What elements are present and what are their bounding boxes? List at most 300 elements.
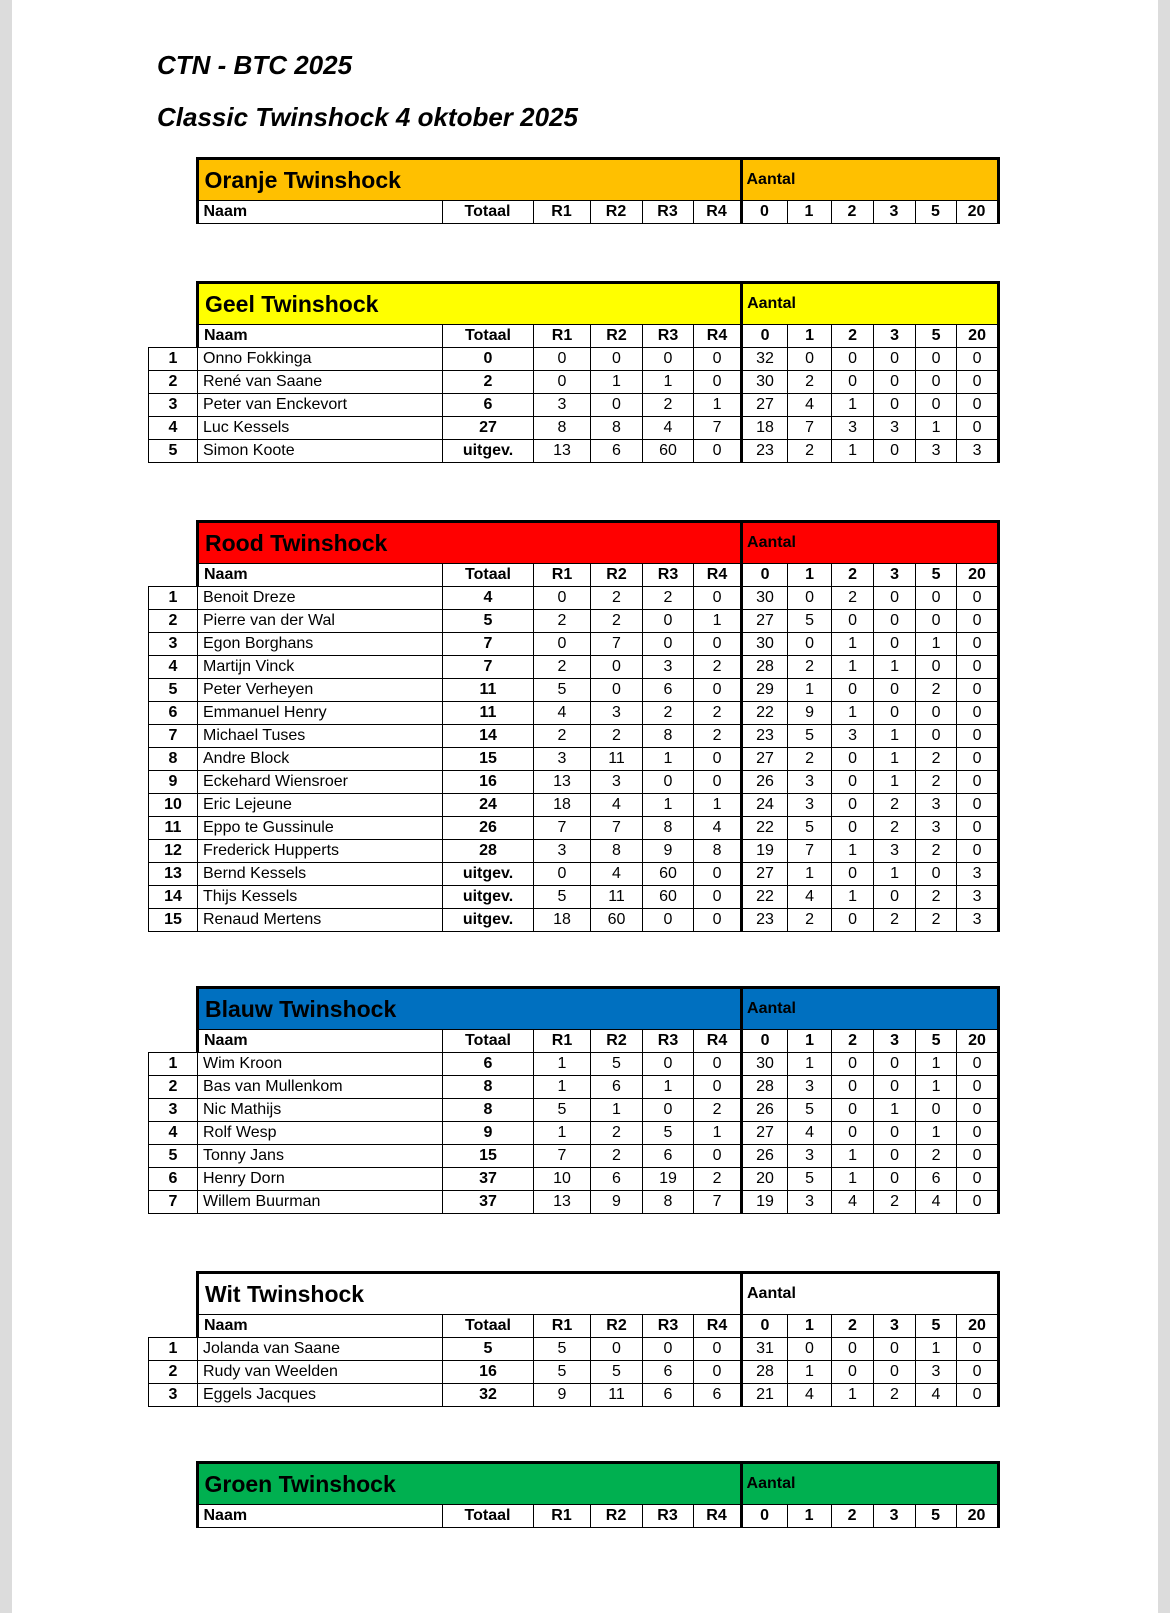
round-score-cell: 6 bbox=[643, 1384, 694, 1407]
column-header-3: 3 bbox=[874, 325, 916, 348]
column-header-naam: Naam bbox=[198, 1315, 443, 1338]
section-header-row bbox=[149, 283, 999, 325]
column-header-2: 2 bbox=[832, 1315, 874, 1338]
round-score-cell: 0 bbox=[694, 748, 742, 771]
round-score-cell: 0 bbox=[694, 587, 742, 610]
rank-header-spacer bbox=[148, 201, 197, 224]
round-score-cell: 0 bbox=[591, 348, 643, 371]
aantal-count-cell: 2 bbox=[788, 909, 832, 932]
round-score-cell: 0 bbox=[534, 587, 591, 610]
rider-name-cell: Willem Buurman bbox=[198, 1191, 443, 1214]
column-header-row bbox=[149, 564, 999, 587]
rider-name-cell: René van Saane bbox=[198, 371, 443, 394]
aantal-count-cell: 2 bbox=[874, 1384, 916, 1407]
total-cell: 7 bbox=[443, 633, 534, 656]
table-row bbox=[149, 1099, 999, 1122]
total-cell: 15 bbox=[443, 748, 534, 771]
column-header-r4: R4 bbox=[694, 1030, 742, 1053]
round-score-cell: 60 bbox=[591, 909, 643, 932]
total-cell: 6 bbox=[443, 1053, 534, 1076]
aantal-count-cell: 19 bbox=[742, 840, 788, 863]
round-score-cell: 7 bbox=[591, 817, 643, 840]
aantal-count-cell: 24 bbox=[742, 794, 788, 817]
rank-cell: 4 bbox=[149, 656, 198, 679]
round-score-cell: 2 bbox=[643, 394, 694, 417]
round-score-cell: 0 bbox=[643, 633, 694, 656]
rank-cell: 13 bbox=[149, 863, 198, 886]
round-score-cell: 5 bbox=[534, 1099, 591, 1122]
aantal-count-cell: 18 bbox=[742, 417, 788, 440]
round-score-cell: 0 bbox=[591, 1338, 643, 1361]
table-row bbox=[149, 633, 999, 656]
rider-name-cell: Egon Borghans bbox=[198, 633, 443, 656]
total-cell: 24 bbox=[443, 794, 534, 817]
round-score-cell: 6 bbox=[591, 1076, 643, 1099]
round-score-cell: 0 bbox=[694, 1361, 742, 1384]
column-header-20: 20 bbox=[957, 1315, 999, 1338]
aantal-count-cell: 1 bbox=[832, 394, 874, 417]
rider-name-cell: Eggels Jacques bbox=[198, 1384, 443, 1407]
aantal-count-cell: 0 bbox=[957, 1191, 999, 1214]
aantal-count-cell: 3 bbox=[916, 794, 957, 817]
aantal-count-cell: 3 bbox=[916, 817, 957, 840]
column-header-r1: R1 bbox=[534, 564, 591, 587]
column-header-row bbox=[148, 201, 998, 224]
round-score-cell: 4 bbox=[643, 417, 694, 440]
total-cell: 7 bbox=[443, 656, 534, 679]
aantal-count-cell: 2 bbox=[874, 909, 916, 932]
aantal-count-cell: 23 bbox=[742, 440, 788, 463]
round-score-cell: 0 bbox=[694, 1145, 742, 1168]
rider-name-cell: Andre Block bbox=[198, 748, 443, 771]
round-score-cell: 1 bbox=[694, 1122, 742, 1145]
section-name: Wit Twinshock bbox=[198, 1273, 742, 1315]
table-row bbox=[149, 371, 999, 394]
round-score-cell: 2 bbox=[534, 656, 591, 679]
round-score-cell: 60 bbox=[643, 440, 694, 463]
aantal-count-cell: 0 bbox=[874, 702, 916, 725]
header-spacer bbox=[149, 988, 198, 1030]
section-header-row bbox=[148, 159, 998, 201]
rank-cell: 1 bbox=[149, 587, 198, 610]
round-score-cell: 0 bbox=[643, 771, 694, 794]
aantal-count-cell: 3 bbox=[788, 771, 832, 794]
rank-cell: 9 bbox=[149, 771, 198, 794]
table-row bbox=[149, 1076, 999, 1099]
round-score-cell: 4 bbox=[534, 702, 591, 725]
aantal-count-cell: 0 bbox=[832, 1338, 874, 1361]
header-spacer bbox=[149, 283, 198, 325]
round-score-cell: 60 bbox=[643, 886, 694, 909]
section-name: Blauw Twinshock bbox=[198, 988, 742, 1030]
column-header-0: 0 bbox=[741, 201, 787, 224]
aantal-count-cell: 3 bbox=[788, 794, 832, 817]
aantal-count-cell: 0 bbox=[832, 348, 874, 371]
rank-cell: 1 bbox=[149, 348, 198, 371]
rider-name-cell: Renaud Mertens bbox=[198, 909, 443, 932]
table-row bbox=[149, 656, 999, 679]
rank-cell: 6 bbox=[149, 1168, 198, 1191]
round-score-cell: 11 bbox=[591, 886, 643, 909]
aantal-count-cell: 0 bbox=[832, 1122, 874, 1145]
aantal-count-cell: 0 bbox=[874, 587, 916, 610]
round-score-cell: 5 bbox=[591, 1053, 643, 1076]
round-score-cell: 0 bbox=[694, 771, 742, 794]
aantal-count-cell: 3 bbox=[957, 886, 999, 909]
section-groen-twinshock bbox=[148, 1461, 1000, 1528]
aantal-count-cell: 32 bbox=[742, 348, 788, 371]
round-score-cell: 3 bbox=[534, 840, 591, 863]
aantal-count-cell: 1 bbox=[916, 1076, 957, 1099]
aantal-count-cell: 23 bbox=[742, 909, 788, 932]
aantal-label: Aantal bbox=[742, 1273, 999, 1315]
aantal-count-cell: 1 bbox=[788, 863, 832, 886]
table-row bbox=[149, 886, 999, 909]
aantal-count-cell: 0 bbox=[957, 771, 999, 794]
aantal-count-cell: 2 bbox=[916, 909, 957, 932]
round-score-cell: 0 bbox=[643, 1338, 694, 1361]
total-cell: 26 bbox=[443, 817, 534, 840]
aantal-count-cell: 0 bbox=[957, 1053, 999, 1076]
aantal-count-cell: 1 bbox=[832, 1145, 874, 1168]
column-header-row bbox=[148, 1505, 998, 1528]
table-row bbox=[149, 725, 999, 748]
column-header-r4: R4 bbox=[694, 325, 742, 348]
aantal-count-cell: 0 bbox=[957, 587, 999, 610]
aantal-label: Aantal bbox=[741, 1463, 998, 1505]
round-score-cell: 0 bbox=[591, 394, 643, 417]
round-score-cell: 0 bbox=[694, 348, 742, 371]
table-row bbox=[149, 840, 999, 863]
section-name: Rood Twinshock bbox=[198, 522, 742, 564]
column-header-naam: Naam bbox=[198, 564, 443, 587]
column-header-20: 20 bbox=[956, 201, 998, 224]
round-score-cell: 5 bbox=[534, 679, 591, 702]
aantal-count-cell: 0 bbox=[874, 1122, 916, 1145]
aantal-count-cell: 2 bbox=[916, 771, 957, 794]
table-row bbox=[149, 348, 999, 371]
aantal-count-cell: 0 bbox=[957, 794, 999, 817]
header-spacer bbox=[149, 1273, 198, 1315]
aantal-count-cell: 0 bbox=[832, 1361, 874, 1384]
results-table bbox=[148, 281, 1000, 463]
column-header-totaal: Totaal bbox=[442, 1505, 533, 1528]
round-score-cell: 13 bbox=[534, 771, 591, 794]
aantal-count-cell: 1 bbox=[916, 633, 957, 656]
aantal-count-cell: 1 bbox=[832, 440, 874, 463]
round-score-cell: 7 bbox=[694, 417, 742, 440]
table-row bbox=[149, 748, 999, 771]
rank-cell: 10 bbox=[149, 794, 198, 817]
aantal-count-cell: 0 bbox=[957, 725, 999, 748]
column-header-naam: Naam bbox=[198, 1030, 443, 1053]
section-name: Oranje Twinshock bbox=[197, 159, 741, 201]
aantal-count-cell: 28 bbox=[742, 1361, 788, 1384]
rank-cell: 1 bbox=[149, 1053, 198, 1076]
aantal-count-cell: 3 bbox=[957, 863, 999, 886]
aantal-count-cell: 27 bbox=[742, 748, 788, 771]
aantal-count-cell: 0 bbox=[788, 1338, 832, 1361]
table-row bbox=[149, 587, 999, 610]
aantal-count-cell: 1 bbox=[832, 840, 874, 863]
table-row bbox=[149, 417, 999, 440]
aantal-count-cell: 1 bbox=[874, 725, 916, 748]
total-cell: uitgev. bbox=[443, 863, 534, 886]
aantal-count-cell: 0 bbox=[874, 348, 916, 371]
aantal-count-cell: 1 bbox=[832, 702, 874, 725]
aantal-count-cell: 0 bbox=[916, 587, 957, 610]
aantal-count-cell: 0 bbox=[874, 679, 916, 702]
column-header-5: 5 bbox=[915, 1505, 956, 1528]
rider-name-cell: Peter Verheyen bbox=[198, 679, 443, 702]
aantal-count-cell: 3 bbox=[832, 725, 874, 748]
round-score-cell: 0 bbox=[534, 863, 591, 886]
table-row bbox=[149, 1145, 999, 1168]
aantal-count-cell: 3 bbox=[788, 1076, 832, 1099]
column-header-3: 3 bbox=[873, 1505, 915, 1528]
round-score-cell: 2 bbox=[534, 610, 591, 633]
column-header-row bbox=[149, 1315, 999, 1338]
rider-name-cell: Bas van Mullenkom bbox=[198, 1076, 443, 1099]
column-header-1: 1 bbox=[787, 1505, 831, 1528]
table-row bbox=[149, 702, 999, 725]
column-header-3: 3 bbox=[874, 564, 916, 587]
aantal-count-cell: 23 bbox=[742, 725, 788, 748]
column-header-0: 0 bbox=[742, 1030, 788, 1053]
column-header-0: 0 bbox=[741, 1505, 787, 1528]
column-header-naam: Naam bbox=[198, 325, 443, 348]
column-header-r3: R3 bbox=[642, 201, 693, 224]
column-header-5: 5 bbox=[916, 325, 957, 348]
aantal-count-cell: 1 bbox=[832, 886, 874, 909]
round-score-cell: 60 bbox=[643, 863, 694, 886]
aantal-count-cell: 0 bbox=[832, 748, 874, 771]
aantal-count-cell: 2 bbox=[874, 817, 916, 840]
aantal-count-cell: 1 bbox=[788, 679, 832, 702]
aantal-count-cell: 1 bbox=[788, 1361, 832, 1384]
aantal-count-cell: 0 bbox=[957, 840, 999, 863]
round-score-cell: 3 bbox=[591, 702, 643, 725]
aantal-count-cell: 5 bbox=[788, 610, 832, 633]
aantal-count-cell: 4 bbox=[788, 886, 832, 909]
table-row bbox=[149, 909, 999, 932]
rank-cell: 2 bbox=[149, 1361, 198, 1384]
column-header-r4: R4 bbox=[694, 1315, 742, 1338]
section-name: Geel Twinshock bbox=[198, 283, 742, 325]
aantal-count-cell: 0 bbox=[916, 394, 957, 417]
aantal-count-cell: 7 bbox=[788, 417, 832, 440]
rider-name-cell: Luc Kessels bbox=[198, 417, 443, 440]
rank-cell: 3 bbox=[149, 1099, 198, 1122]
aantal-count-cell: 0 bbox=[832, 1076, 874, 1099]
round-score-cell: 6 bbox=[591, 440, 643, 463]
aantal-count-cell: 1 bbox=[832, 656, 874, 679]
aantal-count-cell: 22 bbox=[742, 817, 788, 840]
round-score-cell: 0 bbox=[534, 633, 591, 656]
aantal-count-cell: 5 bbox=[788, 817, 832, 840]
column-header-5: 5 bbox=[915, 201, 956, 224]
round-score-cell: 0 bbox=[694, 1076, 742, 1099]
column-header-r1: R1 bbox=[534, 325, 591, 348]
total-cell: 15 bbox=[443, 1145, 534, 1168]
results-table bbox=[148, 157, 1000, 224]
table-row bbox=[149, 1361, 999, 1384]
aantal-count-cell: 0 bbox=[957, 817, 999, 840]
aantal-count-cell: 0 bbox=[832, 1053, 874, 1076]
table-row bbox=[149, 1053, 999, 1076]
rider-name-cell: Rolf Wesp bbox=[198, 1122, 443, 1145]
column-header-r2: R2 bbox=[591, 564, 643, 587]
aantal-count-cell: 30 bbox=[742, 633, 788, 656]
round-score-cell: 6 bbox=[643, 1145, 694, 1168]
aantal-count-cell: 1 bbox=[832, 633, 874, 656]
round-score-cell: 2 bbox=[591, 725, 643, 748]
round-score-cell: 8 bbox=[643, 725, 694, 748]
round-score-cell: 0 bbox=[694, 440, 742, 463]
aantal-count-cell: 4 bbox=[832, 1191, 874, 1214]
column-header-0: 0 bbox=[742, 564, 788, 587]
aantal-count-cell: 2 bbox=[916, 840, 957, 863]
column-header-r2: R2 bbox=[590, 1505, 642, 1528]
aantal-count-cell: 1 bbox=[916, 1053, 957, 1076]
column-header-2: 2 bbox=[831, 201, 873, 224]
section-rood-twinshock bbox=[148, 520, 1000, 932]
section-wit-twinshock bbox=[148, 1271, 1000, 1407]
column-header-3: 3 bbox=[874, 1030, 916, 1053]
aantal-count-cell: 2 bbox=[916, 1145, 957, 1168]
rank-cell: 12 bbox=[149, 840, 198, 863]
aantal-count-cell: 27 bbox=[742, 1122, 788, 1145]
rank-cell: 3 bbox=[149, 394, 198, 417]
rider-name-cell: Michael Tuses bbox=[198, 725, 443, 748]
round-score-cell: 5 bbox=[591, 1361, 643, 1384]
aantal-count-cell: 0 bbox=[832, 371, 874, 394]
round-score-cell: 3 bbox=[591, 771, 643, 794]
column-header-r3: R3 bbox=[643, 564, 694, 587]
aantal-count-cell: 0 bbox=[788, 587, 832, 610]
aantal-count-cell: 4 bbox=[916, 1191, 957, 1214]
aantal-count-cell: 7 bbox=[788, 840, 832, 863]
aantal-count-cell: 0 bbox=[874, 440, 916, 463]
column-header-1: 1 bbox=[788, 1030, 832, 1053]
round-score-cell: 8 bbox=[694, 840, 742, 863]
column-header-20: 20 bbox=[957, 564, 999, 587]
aantal-count-cell: 0 bbox=[916, 702, 957, 725]
column-header-r1: R1 bbox=[533, 1505, 590, 1528]
aantal-count-cell: 0 bbox=[957, 1076, 999, 1099]
round-score-cell: 6 bbox=[694, 1384, 742, 1407]
rank-cell: 8 bbox=[149, 748, 198, 771]
total-cell: 5 bbox=[443, 610, 534, 633]
rank-cell: 3 bbox=[149, 633, 198, 656]
total-cell: 11 bbox=[443, 702, 534, 725]
column-header-r1: R1 bbox=[534, 1315, 591, 1338]
round-score-cell: 0 bbox=[694, 1053, 742, 1076]
aantal-count-cell: 0 bbox=[916, 725, 957, 748]
aantal-count-cell: 0 bbox=[832, 1099, 874, 1122]
round-score-cell: 2 bbox=[694, 725, 742, 748]
total-cell: 32 bbox=[443, 1384, 534, 1407]
rank-cell: 5 bbox=[149, 1145, 198, 1168]
round-score-cell: 0 bbox=[643, 1099, 694, 1122]
aantal-count-cell: 0 bbox=[832, 817, 874, 840]
aantal-label: Aantal bbox=[742, 988, 999, 1030]
rider-name-cell: Wim Kroon bbox=[198, 1053, 443, 1076]
column-header-r4: R4 bbox=[694, 564, 742, 587]
round-score-cell: 10 bbox=[534, 1168, 591, 1191]
round-score-cell: 2 bbox=[694, 1099, 742, 1122]
header-spacer bbox=[148, 1463, 197, 1505]
aantal-count-cell: 0 bbox=[916, 656, 957, 679]
document-title: CTN - BTC 2025 bbox=[157, 50, 353, 80]
section-header-row bbox=[148, 1463, 998, 1505]
round-score-cell: 1 bbox=[534, 1122, 591, 1145]
rank-cell: 7 bbox=[149, 725, 198, 748]
round-score-cell: 5 bbox=[534, 886, 591, 909]
aantal-count-cell: 0 bbox=[957, 1122, 999, 1145]
rank-cell: 7 bbox=[149, 1191, 198, 1214]
round-score-cell: 4 bbox=[694, 817, 742, 840]
round-score-cell: 6 bbox=[591, 1168, 643, 1191]
rank-cell: 4 bbox=[149, 417, 198, 440]
total-cell: 9 bbox=[443, 1122, 534, 1145]
aantal-count-cell: 0 bbox=[832, 794, 874, 817]
table-row bbox=[149, 679, 999, 702]
round-score-cell: 9 bbox=[534, 1384, 591, 1407]
aantal-count-cell: 21 bbox=[742, 1384, 788, 1407]
aantal-count-cell: 1 bbox=[832, 1384, 874, 1407]
section-header-row bbox=[149, 522, 999, 564]
round-score-cell: 8 bbox=[534, 417, 591, 440]
rank-cell: 14 bbox=[149, 886, 198, 909]
aantal-count-cell: 0 bbox=[832, 771, 874, 794]
aantal-count-cell: 3 bbox=[957, 909, 999, 932]
aantal-count-cell: 2 bbox=[788, 371, 832, 394]
round-score-cell: 2 bbox=[591, 1122, 643, 1145]
aantal-count-cell: 6 bbox=[916, 1168, 957, 1191]
round-score-cell: 5 bbox=[643, 1122, 694, 1145]
table-row bbox=[149, 863, 999, 886]
rider-name-cell: Onno Fokkinga bbox=[198, 348, 443, 371]
aantal-count-cell: 0 bbox=[832, 610, 874, 633]
rank-cell: 11 bbox=[149, 817, 198, 840]
aantal-count-cell: 1 bbox=[832, 1168, 874, 1191]
column-header-r2: R2 bbox=[591, 325, 643, 348]
round-score-cell: 4 bbox=[591, 863, 643, 886]
round-score-cell: 11 bbox=[591, 748, 643, 771]
round-score-cell: 0 bbox=[643, 909, 694, 932]
aantal-count-cell: 0 bbox=[916, 371, 957, 394]
round-score-cell: 0 bbox=[694, 679, 742, 702]
round-score-cell: 19 bbox=[643, 1168, 694, 1191]
column-header-1: 1 bbox=[788, 1315, 832, 1338]
aantal-count-cell: 4 bbox=[916, 1384, 957, 1407]
aantal-count-cell: 0 bbox=[957, 1145, 999, 1168]
table-row bbox=[149, 1338, 999, 1361]
total-cell: 0 bbox=[443, 348, 534, 371]
rank-header-spacer bbox=[149, 1030, 198, 1053]
total-cell: 37 bbox=[443, 1168, 534, 1191]
aantal-count-cell: 0 bbox=[957, 1384, 999, 1407]
round-score-cell: 1 bbox=[534, 1053, 591, 1076]
column-header-row bbox=[149, 1030, 999, 1053]
round-score-cell: 0 bbox=[643, 1053, 694, 1076]
table-row bbox=[149, 1384, 999, 1407]
round-score-cell: 2 bbox=[694, 702, 742, 725]
round-score-cell: 1 bbox=[643, 1076, 694, 1099]
round-score-cell: 9 bbox=[591, 1191, 643, 1214]
aantal-count-cell: 0 bbox=[874, 633, 916, 656]
